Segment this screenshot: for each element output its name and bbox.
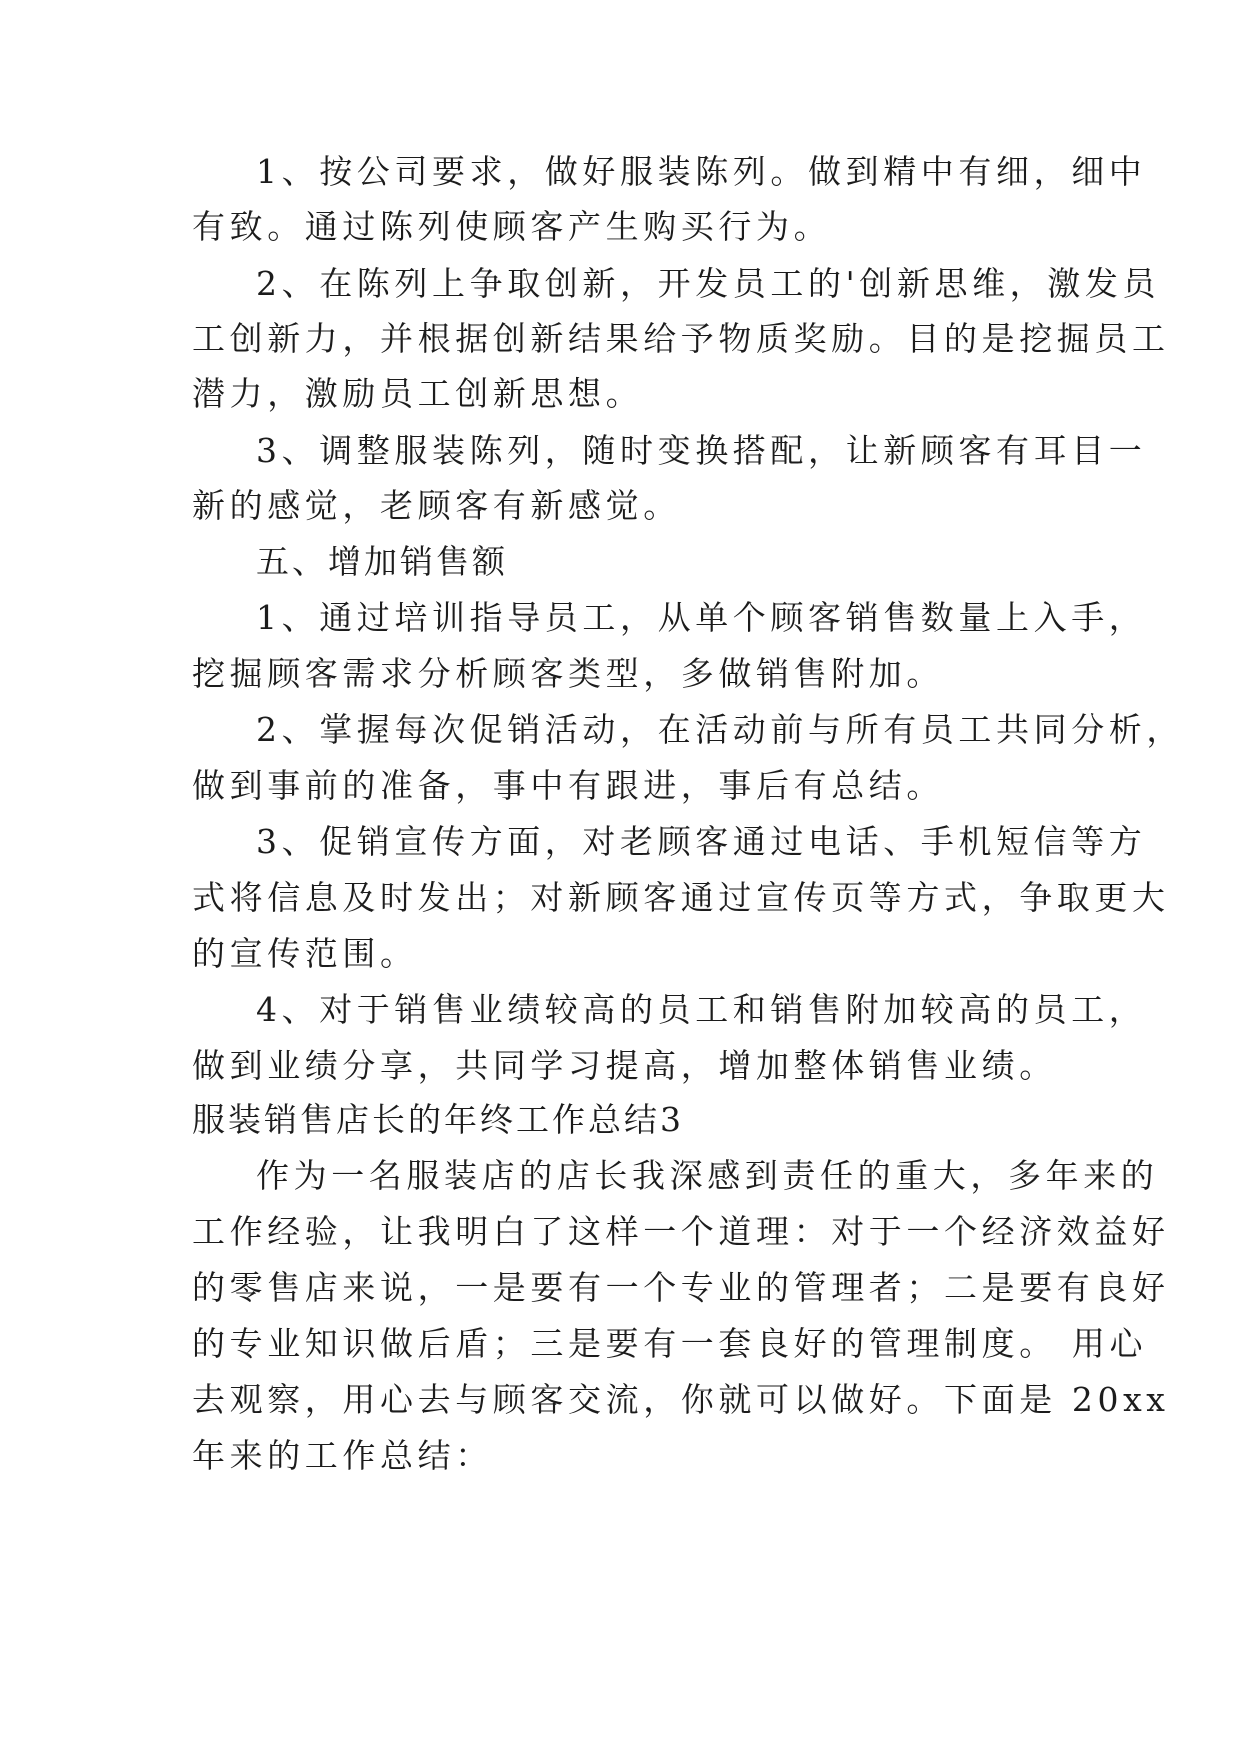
paragraph-line: 的零售店来说，一是要有一个专业的管理者；二是要有良好 — [192, 1268, 1170, 1307]
paragraph-line: 年来的工作总结： — [192, 1436, 493, 1475]
paragraph-line: 3、调整服装陈列，随时变换搭配，让新顾客有耳目一 — [256, 431, 1147, 470]
paragraph-line: 做到事前的准备，事中有跟进，事后有总结。 — [192, 766, 944, 805]
paragraph-line: 2、在陈列上争取创新，开发员工的'创新思维，激发员 — [256, 264, 1161, 303]
paragraph-line: 式将信息及时发出；对新顾客通过宣传页等方式，争取更大 — [192, 878, 1170, 917]
paragraph-line: 新的感觉，老顾客有新感觉。 — [192, 486, 681, 525]
paragraph-line: 2、掌握每次促销活动，在活动前与所有员工共同分析， — [256, 710, 1184, 749]
document-title: 服装销售店长的年终工作总结3 — [192, 1100, 684, 1139]
paragraph-line: 作为一名服装店的店长我深感到责任的重大，多年来的 — [256, 1156, 1159, 1195]
paragraph-line: 4、对于销售业绩较高的员工和销售附加较高的员工， — [256, 990, 1147, 1029]
paragraph-line: 1、通过培训指导员工，从单个顾客销售数量上入手， — [256, 598, 1147, 637]
paragraph-line: 做到业绩分享，共同学习提高，增加整体销售业绩。 — [192, 1046, 1057, 1085]
paragraph-line: 潜力，激励员工创新思想。 — [192, 374, 644, 413]
paragraph-line: 的宣传范围。 — [192, 934, 418, 973]
section-heading: 五、增加销售额 — [256, 542, 508, 581]
paragraph-line: 1、按公司要求，做好服装陈列。做到精中有细，细中 — [256, 152, 1147, 191]
paragraph-line: 有致。通过陈列使顾客产生购买行为。 — [192, 207, 832, 246]
paragraph-line: 工创新力，并根据创新结果给予物质奖励。目的是挖掘员工 — [192, 319, 1170, 358]
paragraph-line: 挖掘顾客需求分析顾客类型，多做销售附加。 — [192, 654, 944, 693]
paragraph-line: 的专业知识做后盾；三是要有一套良好的管理制度。 用心 — [192, 1324, 1148, 1363]
paragraph-line: 工作经验，让我明白了这样一个道理：对于一个经济效益好 — [192, 1212, 1170, 1251]
paragraph-line: 3、促销宣传方面，对老顾客通过电话、手机短信等方 — [256, 822, 1147, 861]
paragraph-line: 去观察，用心去与顾客交流，你就可以做好。下面是 20xx — [192, 1380, 1170, 1419]
